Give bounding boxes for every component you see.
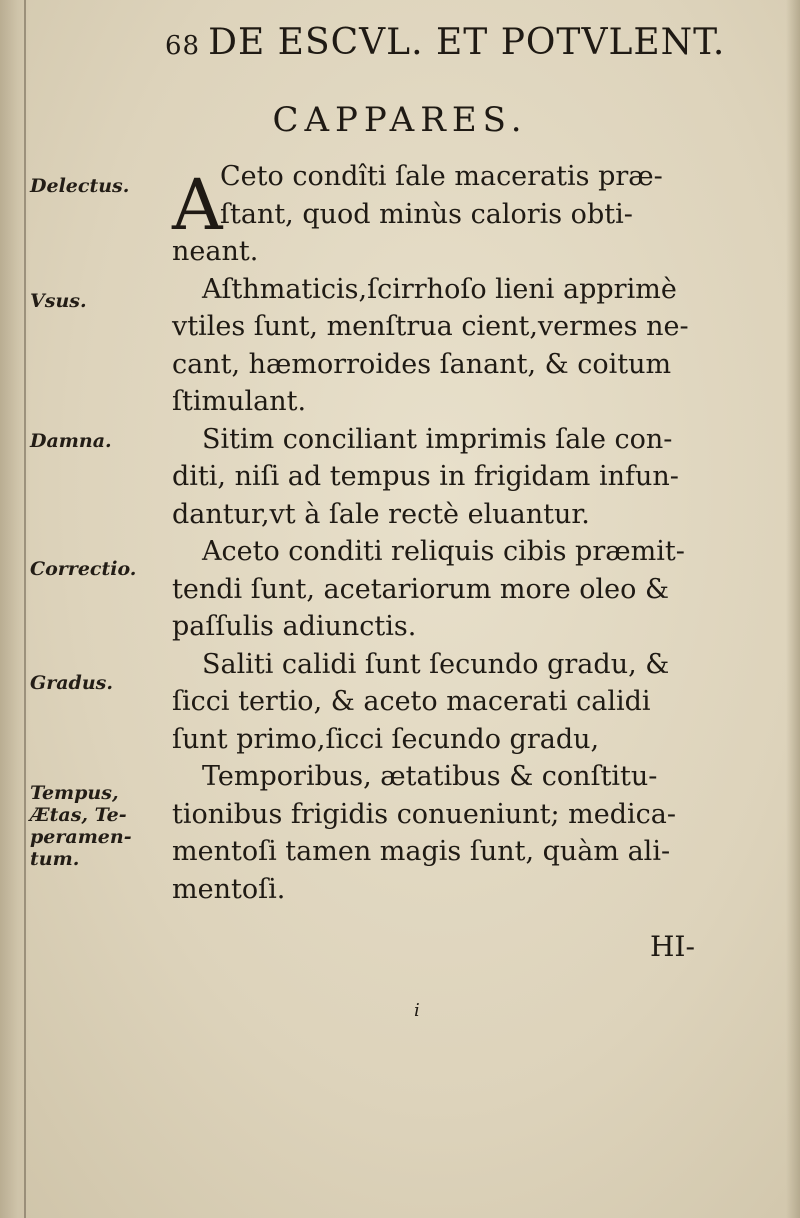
- text-line: Ceto condîti ſale maceratis præ-: [220, 161, 663, 192]
- marginal-note-line: Tempus,: [30, 782, 119, 804]
- text-line: ſunt primo,ſicci ſecundo gradu,: [172, 723, 600, 755]
- text-line: tionibus frigidis conueniunt; medica-: [172, 798, 676, 830]
- marginal-note-tempus: [30, 782, 132, 870]
- binding-edge: [24, 0, 26, 1218]
- running-head: [165, 22, 725, 63]
- text-line: Aſthmaticis,ſcirrhoſo lieni apprimè: [202, 273, 677, 305]
- text-line: Temporibus, ætatibus & conſtitu-: [202, 761, 658, 792]
- marginal-note-gradus: Gradus.: [30, 672, 113, 694]
- text-line: mentoſi tamen magis ſunt, quàm ali-: [172, 836, 671, 867]
- drop-capital: A: [172, 164, 223, 246]
- marginal-note-correctio: Correctio.: [30, 558, 137, 580]
- page-edge-shadow: [786, 0, 800, 1218]
- text-line: neant.: [172, 236, 259, 267]
- text-line: tendi ſunt, acetariorum more oleo &: [172, 573, 669, 605]
- signature-mark: i: [414, 1000, 420, 1021]
- text-line: ſicci tertio, & aceto macerati calidi: [172, 686, 651, 717]
- text-line: cant, hæmorroides ſanant, & coitum: [172, 348, 672, 380]
- text-line: Saliti calidi ſunt ſecundo gradu, &: [202, 648, 670, 680]
- body-text: [172, 158, 742, 908]
- text-line: mentoſi.: [172, 873, 286, 905]
- text-line: vtiles ſunt, menſtrua cient,vermes ne-: [172, 311, 689, 342]
- marginal-note-line: Ætas, Te-: [30, 804, 127, 826]
- page-number: 68: [165, 31, 201, 61]
- marginal-note-line: tum.: [30, 848, 80, 870]
- text-line: ſtimulant.: [172, 386, 307, 417]
- marginal-note-line: peramen-: [30, 826, 132, 848]
- section-title: CAPPARES.: [272, 100, 528, 140]
- text-line: dantur,vt à ſale rectè eluantur.: [172, 498, 590, 530]
- catchword: HI-: [650, 930, 695, 963]
- running-title: DE ESCVL. ET POTVLENT.: [208, 22, 726, 63]
- text-line: paſſulis adiunctis.: [172, 611, 417, 642]
- marginal-note-delectus: Delectus.: [30, 175, 130, 197]
- text-line: Aceto conditi reliquis cibis præmit-: [202, 536, 685, 567]
- marginal-note-damna: Damna.: [30, 430, 112, 452]
- marginal-note-usus: Vsus.: [30, 290, 87, 312]
- text-line: diti, niſi ad tempus in frigidam infun-: [172, 461, 679, 492]
- text-line: ſtant, quod minùs caloris obti-: [220, 198, 633, 230]
- text-line: Sitim conciliant imprimis ſale con-: [202, 423, 673, 455]
